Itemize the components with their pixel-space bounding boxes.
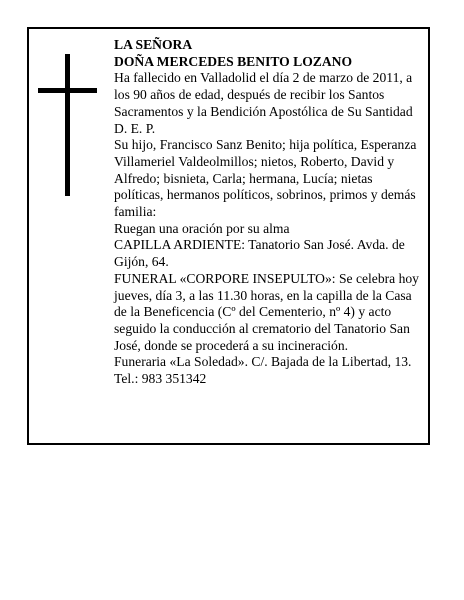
funeral-info: FUNERAL «CORPORE INSEPULTO»: Se celebra hoy jueves, día 3, a las 11.30 horas, en la capilla de la Casa de la Beneficencia (Cº del Cementerio, nº 4) y acto seguido la conducción al crematorio del Tanatorio San José, donde se procederá a su incineración. — [114, 270, 419, 353]
cross-vertical-bar — [65, 54, 70, 196]
cross-horizontal-bar — [38, 88, 97, 93]
chapel-info: CAPILLA ARDIENTE: Tanatorio San José. Avda. de Gijón, 64. — [114, 237, 405, 270]
title-line-1: LA SEÑORA — [114, 37, 193, 52]
prayer-request: Ruegan una oración por su alma — [114, 220, 290, 236]
funeral-home-info: Funeraria «La Soledad». C/. Bajada de la Libertad, 13. Tel.: 983 351342 — [114, 354, 412, 387]
deceased-name: DOÑA MERCEDES BENITO LOZANO — [114, 53, 353, 69]
family-list: Su hijo, Francisco Sanz Benito; hija política, Esperanza Villameriel Valdeolmillos; nietos, Roberto, David y Alfredo; bisnieta, Carla; hermana, Lucía; nietas políticas, hermanos políticos, sobrinos, primos y demás familia: — [114, 137, 417, 220]
death-announcement: Ha fallecido en Valladolid el día 2 de marzo de 2011, a los 90 años de edad, después de recibir los Santos Sacramentos y la Bendición Apostólica de Su Santidad D. E. P. — [114, 70, 413, 136]
obituary-text — [114, 37, 420, 388]
